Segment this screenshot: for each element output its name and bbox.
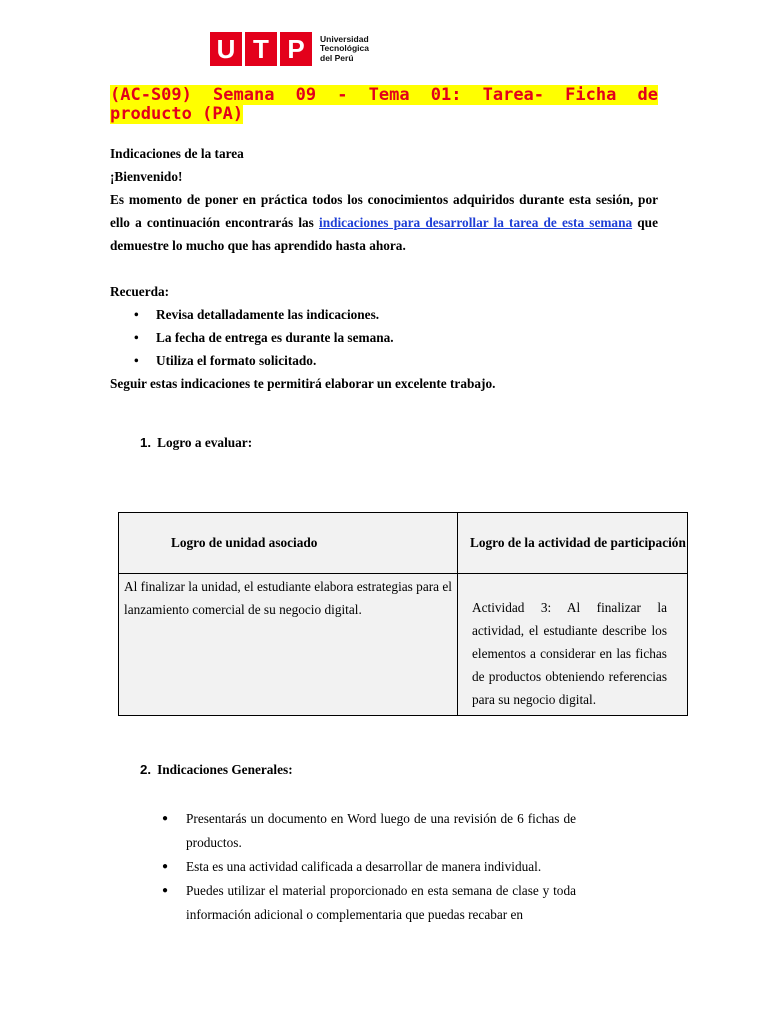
general-instructions bbox=[186, 807, 576, 927]
list-item: ● Presentarás un documento en Word luego de una revisión de 6 fichas de productos. bbox=[186, 807, 576, 855]
general-list bbox=[186, 807, 576, 927]
intro-heading: Indicaciones de la tarea bbox=[110, 146, 244, 161]
list-item: • Revisa detalladamente las indicaciones. bbox=[156, 303, 658, 326]
table-cell-unit: Al finalizar la unidad, el estudiante elabora estrategias para el lanzamiento comercial de su negocio digital. bbox=[119, 574, 458, 716]
logo-text: Universidad Tecnológica del Perú bbox=[320, 33, 369, 63]
logo-letter-p: P bbox=[280, 32, 312, 66]
list-item: • La fecha de entrega es durante la semana. bbox=[156, 326, 658, 349]
utp-logo bbox=[210, 32, 369, 66]
remember-heading: Recuerda: bbox=[110, 284, 170, 299]
section-heading-1: 1. Logro a evaluar: bbox=[140, 435, 253, 450]
table-header-activity: Logro de la actividad de participación bbox=[458, 513, 688, 574]
document-title bbox=[110, 86, 658, 124]
achievement-table bbox=[118, 512, 688, 716]
remember-section bbox=[110, 280, 658, 395]
instructions-link[interactable]: indicaciones para desarrollar la tarea de esta semana bbox=[319, 215, 633, 230]
section-heading-2: 2. Indicaciones Generales: bbox=[140, 762, 293, 777]
remember-closing: Seguir estas indicaciones te permitirá elaborar un excelente trabajo. bbox=[110, 376, 496, 391]
list-item: ● Puedes utilizar el material proporcionado en esta semana de clase y toda información adicional o complementaria que puedas recabar en bbox=[186, 879, 576, 927]
title-text: (AC-S09) Semana 09 - Tema 01: Tarea- Ficha de producto (PA) bbox=[110, 85, 658, 124]
table-header-unit: Logro de unidad asociado bbox=[119, 513, 458, 574]
logo-letter-t: T bbox=[245, 32, 277, 66]
list-item: ● Esta es una actividad calificada a desarrollar de manera individual. bbox=[186, 855, 576, 879]
welcome-text: ¡Bienvenido! bbox=[110, 169, 183, 184]
table-cell-activity: Actividad 3: Al finalizar la actividad, el estudiante describe los elementos a considerar en las fichas de productos obteniendo referencias para su negocio digital. bbox=[458, 574, 688, 716]
intro-paragraph: Es momento de poner en práctica todos los conocimientos adquiridos durante esta sesión, por ello a continuación encontrarás las indicaciones para desarrollar la tarea de esta semana que demuestre lo mucho que has aprendido hasta ahora. bbox=[110, 192, 658, 253]
remember-list bbox=[110, 303, 658, 372]
intro-section bbox=[110, 142, 658, 257]
list-item: • Utiliza el formato solicitado. bbox=[156, 349, 658, 372]
logo-letter-u: U bbox=[210, 32, 242, 66]
